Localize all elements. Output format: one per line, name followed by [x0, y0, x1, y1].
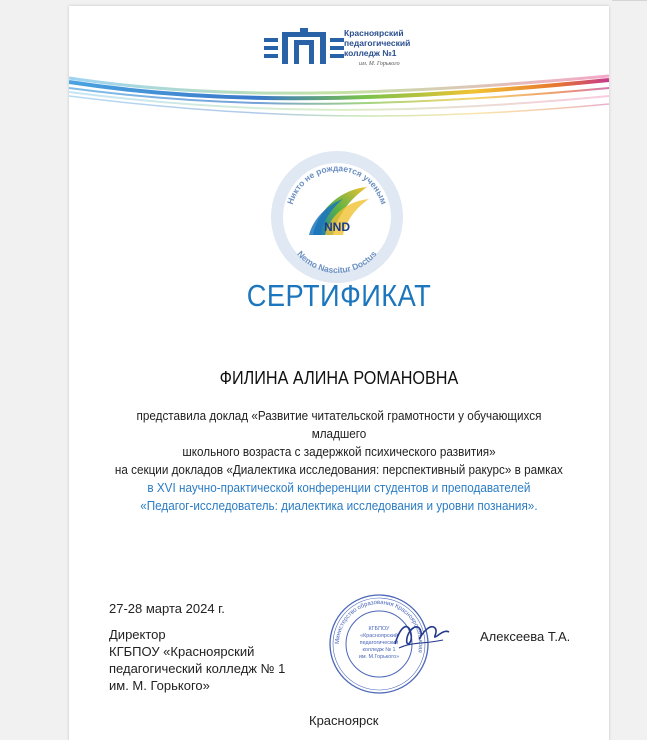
emblem-top-arc-text: Никто не рождается ученым [284, 162, 390, 206]
director-line-3: педагогический колледж № 1 [109, 661, 286, 676]
report-line-1: представила доклад «Развитие читательской грамотности у обучающихся младшего [136, 408, 542, 441]
stamp-ring-text: Министерство образования Красноярского края [334, 599, 424, 654]
college-name [344, 28, 464, 58]
certificate-page [69, 6, 609, 740]
rainbow-swoosh-decoration [69, 66, 609, 136]
college-name-line-3: колледж №1 [344, 48, 397, 58]
college-name-line-2: педагогический [344, 38, 411, 48]
tab-strip-edge [612, 0, 647, 1]
emblem-center-text: NND [324, 220, 350, 234]
director-line-2: КГБПОУ «Красноярский [109, 644, 255, 659]
conference-line-1: в XVI научно-практической конференции студентов и преподавателей [147, 480, 531, 495]
city-name: Красноярск [309, 713, 379, 728]
stamp-line-5: им. М.Горького» [358, 654, 400, 660]
conference-line-2: «Педагог-исследователь: диалектика исследования и уровни познания». [140, 498, 538, 513]
college-subline: им. М. Горького [359, 61, 400, 67]
signer-name: Алексеева Т.А. [480, 629, 571, 644]
college-building-icon [264, 28, 344, 68]
report-paragraph [89, 407, 589, 461]
conference-paragraph [89, 461, 589, 515]
director-block [109, 626, 285, 694]
director-line-4: им. М. Горького» [109, 678, 210, 693]
director-line-1: Директор [109, 627, 166, 642]
emblem-bottom-arc-text: Nemo Nascitur Doctus [295, 248, 379, 276]
certificate-title: СЕРТИФИКАТ [246, 278, 432, 313]
stamp-line-3: педагогический [359, 640, 399, 646]
event-dates: 27-28 марта 2024 г. [109, 601, 225, 616]
stamp-line-1: КГБПОУ [368, 626, 390, 632]
section-line: на секции докладов «Диалектика исследования: перспективный ракурс» в рамках [114, 462, 564, 477]
stamp-line-4: колледж № 1 [362, 647, 396, 653]
recipient-name: ФИЛИНА АЛИНА РОМАНОВНА [219, 368, 459, 388]
stamp-line-2: «Красноярский [360, 633, 398, 639]
college-name-line-1: Красноярский [344, 28, 404, 38]
director-signature [391, 614, 451, 654]
nnd-emblem [269, 149, 405, 285]
report-line-2: школьного возраста с задержкой психического развития» [182, 444, 496, 459]
